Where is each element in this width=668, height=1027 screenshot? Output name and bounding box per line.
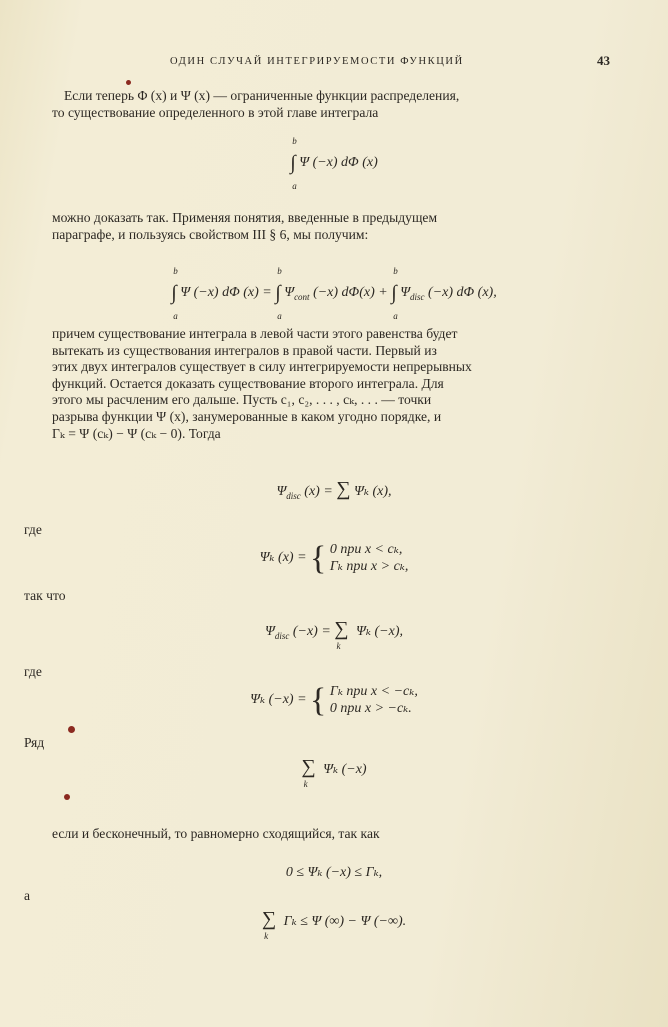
text-line: разрыва функции Ψ (x), занумерованные в каком угодно порядке, и [52, 408, 442, 424]
formula-subscript: disc [410, 291, 425, 302]
ink-stain [64, 794, 70, 800]
formula-term: Ψ [400, 285, 411, 300]
formula-lhs: Ψ [276, 484, 287, 499]
word-ryad: Ряд [24, 735, 45, 750]
formula-bound: 0 ≤ Ψₖ (−x) ≤ Γₖ, [285, 865, 383, 880]
case-row: Γₖ при x > cₖ, [329, 558, 409, 574]
text-line: этого мы расчленим его дальше. Пусть c₁, c₂, . . . , cₖ, . . . — точки [52, 392, 432, 408]
integral-sign: ∫ b a [290, 136, 297, 191]
formula-cases [330, 541, 409, 575]
formula-lhs: Ψₖ (−x) = [250, 692, 307, 707]
formula-subscript: cont [294, 291, 310, 302]
formula-rhs: Ψₖ (x), [350, 484, 392, 499]
formula-rhs: Γₖ ≤ Ψ (∞) − Ψ (−∞). [280, 914, 407, 929]
formula-psi-disc [0, 478, 668, 501]
text-line: то существование определенного в этой главе интеграла [52, 104, 379, 120]
brace: { [310, 682, 327, 719]
case-row: Γₖ при x < −cₖ, [329, 683, 418, 699]
word-gde: где [24, 522, 42, 537]
formula-psi-disc-neg [0, 618, 668, 651]
text-line: Γₖ = Ψ (cₖ) − Ψ (cₖ − 0). Тогда [52, 425, 221, 441]
text-line: причем существование интеграла в левой части этого равенства будет [52, 326, 458, 341]
brace: { [310, 540, 327, 577]
sum-index: k [336, 641, 341, 651]
formula-lhs: Ψ (−x) dΦ (x) = [180, 285, 272, 300]
formula-lhs: Ψₖ (x) = [259, 550, 307, 565]
formula-cases [330, 683, 418, 717]
formula-decomposition [0, 266, 668, 321]
text-line: функций. Остается доказать существование второго интеграла. Для [52, 375, 444, 391]
paragraph-1 [52, 88, 612, 121]
case-row: 0 при x > −cₖ. [329, 700, 412, 716]
paragraph-3 [52, 326, 612, 442]
formula-sum-gamma [0, 908, 668, 941]
ink-stain [68, 726, 75, 733]
formula-body: Ψ (−x) dΦ (x) [299, 155, 378, 170]
ink-stain [126, 80, 131, 85]
formula-subscript: disc [286, 490, 301, 501]
formula-term-rest: (−x) dΦ (x), [424, 285, 497, 300]
text-line: можно доказать так. Применяя понятия, введенные в предыдущем [52, 210, 438, 225]
word-gde: где [24, 664, 42, 679]
formula-integral [0, 136, 668, 191]
formula-rhs: Ψₖ (−x) [319, 762, 367, 777]
sum-sign: ∑ [301, 756, 316, 778]
sum-sign: ∑ [336, 478, 351, 500]
text-line: если и бесконечный, то равномерно сходящийся, так как [52, 826, 380, 841]
page-number: 43 [597, 53, 610, 68]
word-tak-chto: так что [24, 588, 66, 603]
text-line: Если теперь Φ (x) и Ψ (x) — ограниченные функции распределения, [64, 88, 460, 103]
formula-psi-k-neg [0, 682, 668, 720]
text-line: вытекать из существования интегралов в правой части. Первый из [52, 342, 437, 358]
word-a: а [24, 888, 31, 903]
integral-sign: ∫ b a [171, 266, 178, 321]
case-row: 0 при x < cₖ, [329, 541, 403, 557]
formula-term-rest: (−x) dΦ(x) + [309, 285, 388, 300]
formula-psi-k [0, 540, 668, 578]
formula-series [0, 756, 668, 789]
paragraph-2 [52, 210, 612, 243]
formula-eq: (x) = [300, 484, 337, 499]
formula-subscript: disc [274, 630, 290, 641]
sum-sign: ∑ [334, 618, 349, 640]
formula-eq: (−x) = [289, 624, 335, 639]
sum-sign: ∑ [261, 908, 277, 930]
formula-term: Ψ [284, 285, 295, 300]
paragraph-4 [52, 826, 612, 843]
running-header: ОДИН СЛУЧАЙ ИНТЕГРИРУЕМОСТИ ФУНКЦИЙ [170, 56, 464, 67]
sum-index: k [303, 779, 308, 789]
formula-rhs: Ψₖ (−x), [352, 624, 403, 639]
integral-sign: ∫ b a [391, 266, 398, 321]
sum-index: k [264, 931, 269, 941]
integral-sign: ∫ b a [275, 266, 282, 321]
formula-lhs: Ψ [265, 624, 275, 639]
text-line: этих двух интегралов существует в силу интегрируемости непрерывных [52, 359, 472, 375]
text-line: параграфе, и пользуясь свойством III § 6, мы получим: [52, 226, 369, 242]
